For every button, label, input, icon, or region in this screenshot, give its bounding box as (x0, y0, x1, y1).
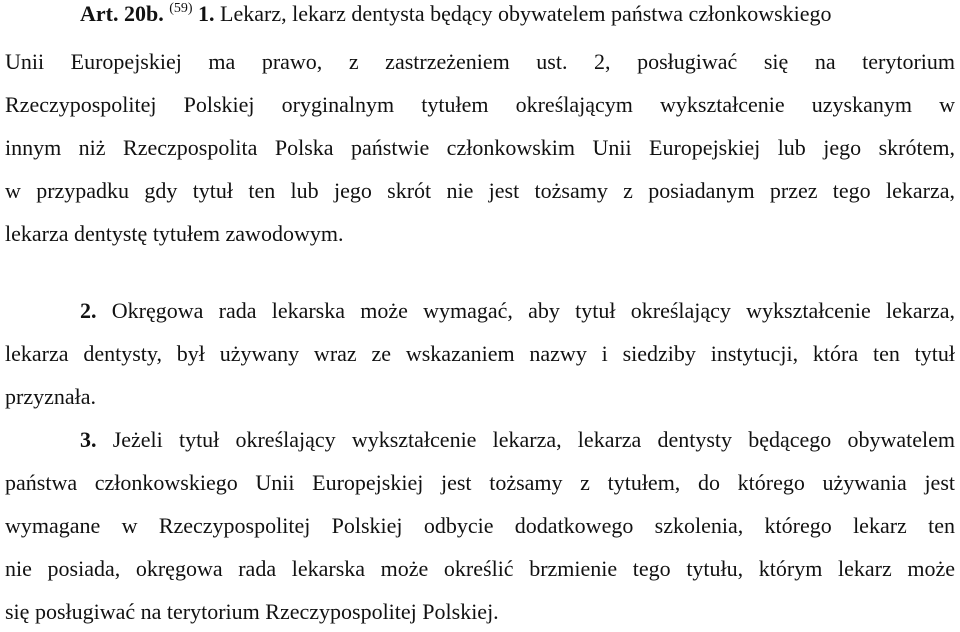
paragraph-3-line-3: wymagane w Rzeczypospolitej Polskiej odbycie dodatkowego szkolenia, którego lekarz ten (5, 513, 955, 538)
paragraph-3-number: 3. (80, 427, 97, 452)
paragraph-1-line-3: Rzeczypospolitej Polskiej oryginalnym tytułem określającym wykształcenie uzyskanym w (5, 92, 955, 117)
paragraph-3-line-2: państwa członkowskiego Unii Europejskiej jest tożsamy z tytułem, do którego używania jest (5, 470, 955, 495)
paragraph-1-line-4: innym niż Rzeczpospolita Polska państwie członkowskim Unii Europejskiej lub jego skrótem, (5, 135, 955, 160)
article-number: Art. 20b. (80, 1, 164, 26)
paragraph-2-line-1 (80, 297, 955, 325)
paragraph-2-line-3: przyznała. (5, 384, 96, 409)
paragraph-1-number: 1. (198, 1, 215, 26)
paragraph-1-line-6: lekarza dentystę tytułem zawodowym. (5, 221, 344, 246)
footnote-reference[interactable]: (59) (169, 1, 193, 16)
paragraph-1-line-2: Unii Europejskiej ma prawo, z zastrzeżeniem ust. 2, posługiwać się na terytorium (5, 49, 955, 74)
paragraph-2-line-2: lekarza dentysty, był używany wraz ze wskazaniem nazwy i siedziby instytucji, która ten tytuł (5, 341, 955, 366)
paragraph-1-line-5: w przypadku gdy tytuł ten lub jego skrót nie jest tożsamy z posiadanym przez tego lekarza, (5, 178, 955, 203)
paragraph-3-line-5: się posługiwać na terytorium Rzeczypospolitej Polskiej. (5, 599, 499, 624)
article-heading-line (80, 0, 955, 32)
paragraph-3-text-1: Jeżeli tytuł określający wykształcenie lekarza, lekarza dentysty będącego obywatelem (112, 427, 955, 452)
paragraph-2-text-1: Okręgowa rada lekarska może wymagać, aby tytuł określający wykształcenie lekarza, (111, 298, 955, 323)
paragraph-2-number: 2. (80, 298, 97, 323)
paragraph-3-line-4: nie posiada, okręgowa rada lekarska może określić brzmienie tego tytułu, którym lekarz może (5, 556, 955, 581)
paragraph-3-line-1 (80, 426, 955, 454)
paragraph-1-line-1: Lekarz, lekarz dentysta będący obywatelem państwa członkowskiego (220, 1, 832, 26)
